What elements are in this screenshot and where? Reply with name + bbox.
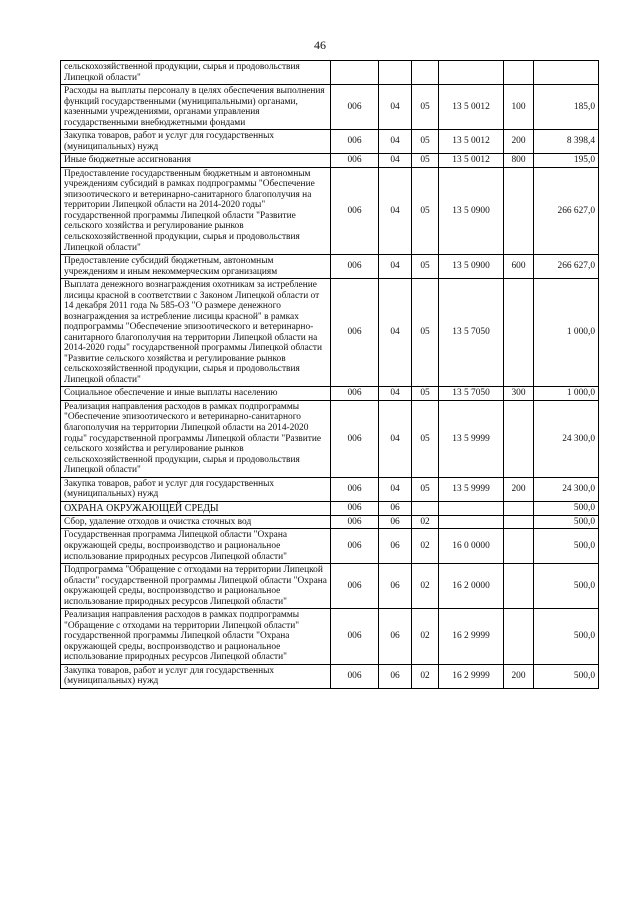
row-expense-type-cell: [504, 279, 534, 387]
row-sum-cell: 500,0: [534, 664, 599, 688]
table-row: [61, 85, 599, 130]
row-target-article-cell: 13 5 9999: [439, 477, 504, 501]
row-subsection-cell: 05: [412, 400, 439, 477]
row-target-article-cell: 16 2 9999: [439, 609, 504, 665]
row-name-cell: Закупка товаров, работ и услуг для государственных (муниципальных) нужд: [61, 664, 331, 688]
row-section-cell: 06: [379, 515, 412, 529]
row-target-article-cell: 13 5 7050: [439, 387, 504, 401]
row-sum-cell: 500,0: [534, 501, 599, 515]
row-name-cell: Расходы на выплаты персоналу в целях обеспечения выполнения функций государственными (муниципальными) органами, казенными учреждениями, органами управления государственными внебюджетными фондами: [61, 85, 331, 130]
row-sum-cell: 8 398,4: [534, 130, 599, 154]
row-grbs-cell: 006: [331, 477, 379, 501]
row-name-cell: Предоставление государственным бюджетным и автономным учреждениям субсидий в рамках подпрограммы "Обеспечение эпизоотического и ветеринарно-санитарного благополучия на территории Липецкой области на 2014-2020 годы" государственной программы Липецкой области "Развитие сельского хозяйства и регулирование рынков сельскохозяйственной продукции, сырья и продовольствия Липецкой области": [61, 167, 331, 254]
table-row: [61, 477, 599, 501]
row-sum-cell: 500,0: [534, 529, 599, 564]
row-name-cell: сельскохозяйственной продукции, сырья и продовольствия Липецкой области": [61, 61, 331, 85]
row-target-article-cell: 13 5 0012: [439, 85, 504, 130]
row-grbs-cell: 006: [331, 85, 379, 130]
row-sum-cell: 500,0: [534, 609, 599, 665]
row-grbs-cell: [331, 61, 379, 85]
row-grbs-cell: 006: [331, 400, 379, 477]
table-row: [61, 664, 599, 688]
row-sum-cell: 266 627,0: [534, 255, 599, 279]
row-expense-type-cell: [504, 61, 534, 85]
row-section-cell: 06: [379, 529, 412, 564]
row-subsection-cell: 05: [412, 387, 439, 401]
row-target-article-cell: [439, 61, 504, 85]
row-subsection-cell: 05: [412, 279, 439, 387]
row-grbs-cell: 006: [331, 130, 379, 154]
row-grbs-cell: 006: [331, 501, 379, 515]
row-grbs-cell: 006: [331, 167, 379, 254]
table-row: [61, 61, 599, 85]
row-name-cell: Подпрограмма "Обращение с отходами на территории Липецкой области" государственной программы Липецкой области "Охрана окружающей среды, воспроизводство и рациональное использование природных ресурсов Липецкой области": [61, 564, 331, 609]
row-target-article-cell: 13 5 0012: [439, 154, 504, 168]
row-target-article-cell: [439, 515, 504, 529]
row-sum-cell: 500,0: [534, 564, 599, 609]
row-subsection-cell: 02: [412, 564, 439, 609]
budget-table-body: [61, 61, 599, 689]
row-subsection-cell: 05: [412, 85, 439, 130]
row-section-cell: 04: [379, 400, 412, 477]
row-grbs-cell: 006: [331, 664, 379, 688]
table-row: [61, 609, 599, 665]
row-grbs-cell: 006: [331, 387, 379, 401]
row-name-cell: Закупка товаров, работ и услуг для государственных (муниципальных) нужд: [61, 477, 331, 501]
row-target-article-cell: 13 5 7050: [439, 279, 504, 387]
row-target-article-cell: 16 2 0000: [439, 564, 504, 609]
table-row: [61, 515, 599, 529]
row-section-cell: 04: [379, 279, 412, 387]
row-name-cell: Сбор, удаление отходов и очистка сточных вод: [61, 515, 331, 529]
row-name-cell: Выплата денежного вознаграждения охотникам за истребление лисицы красной в соответствии с Законом Липецкой области от 14 декабря 2011 года № 585-ОЗ "О размере денежного вознаграждения за истребление лисицы красной" в рамках подпрограммы "Обеспечение эпизоотического и ветеринарно-санитарного благополучия на территории Липецкой области на 2014-2020 годы" государственной программы Липецкой области "Развитие сельского хозяйства и регулирование рынков сельскохозяйственной продукции, сырья и продовольствия Липецкой области": [61, 279, 331, 387]
row-subsection-cell: [412, 61, 439, 85]
row-section-cell: 04: [379, 255, 412, 279]
row-name-cell: Закупка товаров, работ и услуг для государственных (муниципальных) нужд: [61, 130, 331, 154]
row-sum-cell: 185,0: [534, 85, 599, 130]
table-row: [61, 564, 599, 609]
row-section-cell: [379, 61, 412, 85]
row-sum-cell: [534, 61, 599, 85]
row-expense-type-cell: [504, 564, 534, 609]
table-row: [61, 154, 599, 168]
row-expense-type-cell: 300: [504, 387, 534, 401]
row-expense-type-cell: [504, 400, 534, 477]
row-section-cell: 06: [379, 501, 412, 515]
row-subsection-cell: 05: [412, 167, 439, 254]
row-expense-type-cell: [504, 529, 534, 564]
row-section-cell: 06: [379, 664, 412, 688]
row-subsection-cell: [412, 501, 439, 515]
table-row: [61, 255, 599, 279]
row-section-cell: 04: [379, 167, 412, 254]
table-row: [61, 130, 599, 154]
table-row: [61, 529, 599, 564]
row-subsection-cell: 02: [412, 515, 439, 529]
row-target-article-cell: [439, 501, 504, 515]
row-section-cell: 04: [379, 387, 412, 401]
row-expense-type-cell: [504, 609, 534, 665]
table-row: [61, 400, 599, 477]
row-section-cell: 04: [379, 85, 412, 130]
row-grbs-cell: 006: [331, 255, 379, 279]
row-section-cell: 06: [379, 609, 412, 665]
row-grbs-cell: 006: [331, 609, 379, 665]
row-sum-cell: 500,0: [534, 515, 599, 529]
row-name-cell: Социальное обеспечение и иные выплаты населению: [61, 387, 331, 401]
row-expense-type-cell: [504, 515, 534, 529]
row-section-cell: 04: [379, 477, 412, 501]
page-number: 46: [314, 38, 326, 52]
row-subsection-cell: 05: [412, 255, 439, 279]
table-row: [61, 279, 599, 387]
row-section-cell: 04: [379, 154, 412, 168]
row-grbs-cell: 006: [331, 529, 379, 564]
row-section-cell: 04: [379, 130, 412, 154]
row-name-cell: ОХРАНА ОКРУЖАЮЩЕЙ СРЕДЫ: [61, 501, 331, 515]
row-subsection-cell: 02: [412, 529, 439, 564]
table-row: [61, 387, 599, 401]
row-expense-type-cell: 200: [504, 664, 534, 688]
row-sum-cell: 266 627,0: [534, 167, 599, 254]
table-row: [61, 167, 599, 254]
row-target-article-cell: 16 0 0000: [439, 529, 504, 564]
row-expense-type-cell: [504, 501, 534, 515]
row-expense-type-cell: 200: [504, 477, 534, 501]
row-subsection-cell: 05: [412, 477, 439, 501]
budget-table: [60, 60, 599, 689]
row-expense-type-cell: 600: [504, 255, 534, 279]
row-sum-cell: 1 000,0: [534, 387, 599, 401]
row-name-cell: Реализация направления расходов в рамках подпрограммы "Обращение с отходами на территории Липецкой области" государственной программы Липецкой области "Охрана окружающей среды, воспроизводство и рациональное использование природных ресурсов Липецкой области": [61, 609, 331, 665]
row-name-cell: Предоставление субсидий бюджетным, автономным учреждениям и иным некоммерческим организациям: [61, 255, 331, 279]
row-expense-type-cell: 800: [504, 154, 534, 168]
row-name-cell: Реализация направления расходов в рамках подпрограммы "Обеспечение эпизоотического и ветеринарно-санитарного благополучия на территории Липецкой области на 2014-2020 годы" государственной программы Липецкой области "Развитие сельского хозяйства и регулирование рынков сельскохозяйственной продукции, сырья и продовольствия Липецкой области": [61, 400, 331, 477]
row-target-article-cell: 13 5 0900: [439, 167, 504, 254]
row-sum-cell: 1 000,0: [534, 279, 599, 387]
row-subsection-cell: 02: [412, 609, 439, 665]
row-sum-cell: 195,0: [534, 154, 599, 168]
row-name-cell: Государственная программа Липецкой области "Охрана окружающей среды, воспроизводство и рациональное использование природных ресурсов Липецкой области": [61, 529, 331, 564]
row-expense-type-cell: [504, 167, 534, 254]
row-grbs-cell: 006: [331, 564, 379, 609]
row-target-article-cell: 13 5 9999: [439, 400, 504, 477]
row-subsection-cell: 02: [412, 664, 439, 688]
row-sum-cell: 24 300,0: [534, 400, 599, 477]
row-subsection-cell: 05: [412, 154, 439, 168]
row-section-cell: 06: [379, 564, 412, 609]
row-subsection-cell: 05: [412, 130, 439, 154]
row-grbs-cell: 006: [331, 515, 379, 529]
row-expense-type-cell: 100: [504, 85, 534, 130]
row-name-cell: Иные бюджетные ассигнования: [61, 154, 331, 168]
row-grbs-cell: 006: [331, 279, 379, 387]
row-sum-cell: 24 300,0: [534, 477, 599, 501]
row-grbs-cell: 006: [331, 154, 379, 168]
row-target-article-cell: 13 5 0012: [439, 130, 504, 154]
row-expense-type-cell: 200: [504, 130, 534, 154]
row-target-article-cell: 16 2 9999: [439, 664, 504, 688]
table-row: [61, 501, 599, 515]
row-target-article-cell: 13 5 0900: [439, 255, 504, 279]
